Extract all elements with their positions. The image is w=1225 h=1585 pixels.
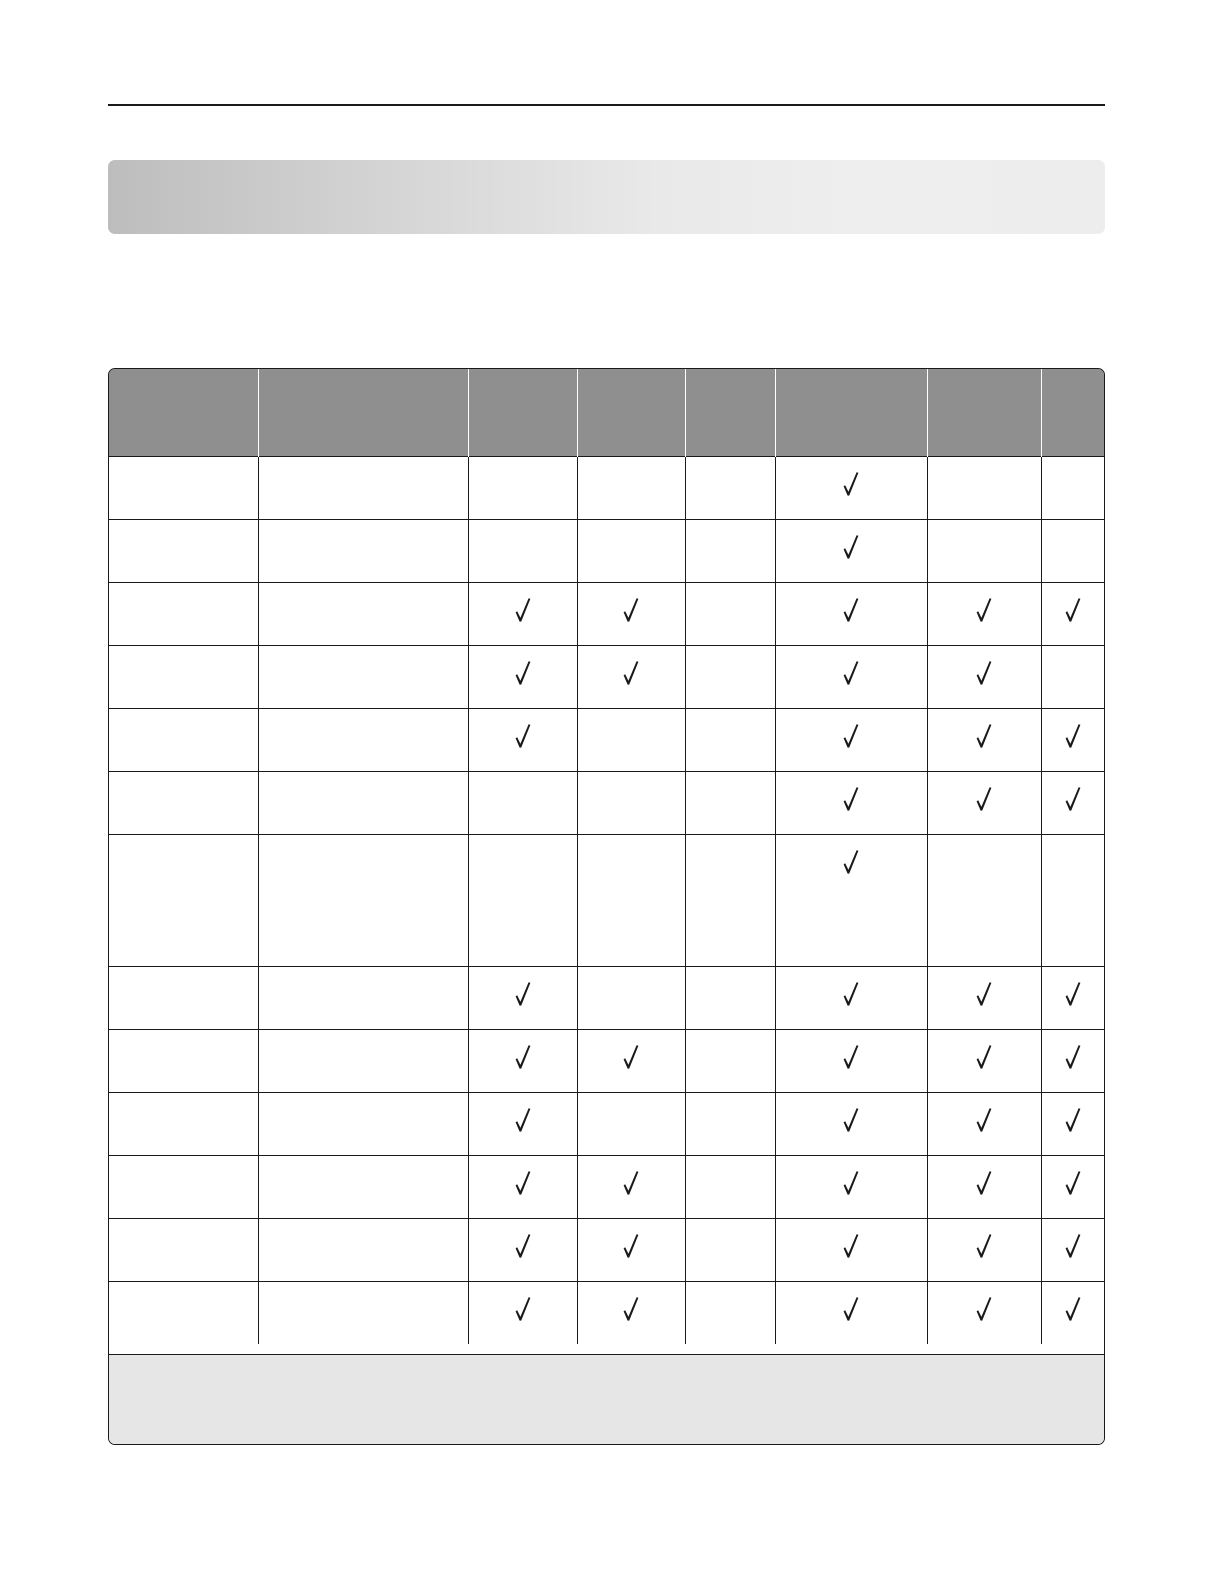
table-cell xyxy=(468,967,577,1030)
table-cell xyxy=(927,1219,1041,1282)
checkmark-icon xyxy=(515,981,531,1007)
table-cell xyxy=(685,457,775,520)
checkmark-icon xyxy=(976,597,992,623)
table-cell xyxy=(577,1219,685,1282)
table-row xyxy=(109,583,1104,646)
table-cell xyxy=(927,1093,1041,1156)
table-cell xyxy=(577,967,685,1030)
table-cell xyxy=(927,583,1041,646)
table-cell xyxy=(1041,520,1104,583)
table-cell xyxy=(577,709,685,772)
table-cell xyxy=(927,709,1041,772)
table-cell xyxy=(775,967,927,1030)
table-cell xyxy=(109,1156,258,1219)
header-cell-7 xyxy=(1041,369,1104,457)
table-cell xyxy=(577,1282,685,1345)
checkmark-icon xyxy=(843,1044,859,1070)
table-cell xyxy=(109,1093,258,1156)
table-cell xyxy=(685,1219,775,1282)
table-cell xyxy=(775,583,927,646)
table-cell xyxy=(468,457,577,520)
table-cell xyxy=(468,1282,577,1345)
table-row xyxy=(109,835,1104,967)
table-cell xyxy=(927,1156,1041,1219)
checkmark-icon xyxy=(976,1044,992,1070)
table-cell xyxy=(927,1282,1041,1345)
table-cell xyxy=(775,709,927,772)
table-row xyxy=(109,646,1104,709)
table-cell xyxy=(685,520,775,583)
table-cell xyxy=(468,1030,577,1093)
checkmark-icon xyxy=(1065,597,1081,623)
checkmark-icon xyxy=(976,1296,992,1322)
table-cell xyxy=(577,835,685,967)
table-cell xyxy=(1041,709,1104,772)
table-cell xyxy=(109,772,258,835)
table-cell xyxy=(1041,1030,1104,1093)
table-cell xyxy=(927,967,1041,1030)
checkmark-icon xyxy=(843,534,859,560)
table-cell xyxy=(1041,457,1104,520)
table-cell xyxy=(258,835,468,967)
table-row xyxy=(109,520,1104,583)
table-cell xyxy=(927,1030,1041,1093)
checkmark-icon xyxy=(843,1107,859,1133)
checkmark-icon xyxy=(976,981,992,1007)
table-body xyxy=(109,457,1104,1345)
checkmark-icon xyxy=(976,660,992,686)
table-cell xyxy=(577,1156,685,1219)
table-cell xyxy=(775,1030,927,1093)
table-cell xyxy=(109,709,258,772)
table-cell xyxy=(685,835,775,967)
table-cell xyxy=(685,646,775,709)
table-cell xyxy=(685,772,775,835)
support-grid xyxy=(109,369,1104,1344)
checkmark-icon xyxy=(515,1170,531,1196)
table-cell xyxy=(258,646,468,709)
top-rule xyxy=(108,104,1105,106)
table-cell xyxy=(685,1156,775,1219)
checkmark-icon xyxy=(976,723,992,749)
table-row xyxy=(109,967,1104,1030)
checkmark-icon xyxy=(515,660,531,686)
table-cell xyxy=(775,646,927,709)
table-cell xyxy=(468,520,577,583)
table-cell xyxy=(927,835,1041,967)
table-row xyxy=(109,1030,1104,1093)
checkmark-icon xyxy=(515,597,531,623)
title-banner xyxy=(108,160,1105,234)
checkmark-icon xyxy=(843,1170,859,1196)
table-cell xyxy=(577,1030,685,1093)
table-cell xyxy=(1041,646,1104,709)
table-cell xyxy=(1041,1156,1104,1219)
table-row xyxy=(109,772,1104,835)
table-cell xyxy=(109,835,258,967)
checkmark-icon xyxy=(515,723,531,749)
table-cell xyxy=(577,520,685,583)
table-cell xyxy=(258,709,468,772)
header-cell-2 xyxy=(468,369,577,457)
checkmark-icon xyxy=(623,1233,639,1259)
checkmark-icon xyxy=(1065,981,1081,1007)
table-cell xyxy=(1041,967,1104,1030)
checkmark-icon xyxy=(843,786,859,812)
table-cell xyxy=(685,1030,775,1093)
table-cell xyxy=(775,772,927,835)
table-cell xyxy=(685,709,775,772)
checkmark-icon xyxy=(1065,1170,1081,1196)
table-cell xyxy=(468,835,577,967)
table-cell xyxy=(927,772,1041,835)
table-cell xyxy=(685,1282,775,1345)
checkmark-icon xyxy=(843,1233,859,1259)
checkmark-icon xyxy=(623,1170,639,1196)
checkmark-icon xyxy=(976,786,992,812)
header-cell-0 xyxy=(109,369,258,457)
table-row xyxy=(109,457,1104,520)
table-cell xyxy=(109,520,258,583)
table-cell xyxy=(577,1093,685,1156)
table-cell xyxy=(685,583,775,646)
checkmark-icon xyxy=(843,471,859,497)
table-cell xyxy=(685,967,775,1030)
table-cell xyxy=(468,709,577,772)
header-cell-5 xyxy=(775,369,927,457)
checkmark-icon xyxy=(623,660,639,686)
checkmark-icon xyxy=(843,849,859,875)
table-cell xyxy=(927,457,1041,520)
table-cell xyxy=(577,457,685,520)
table-cell xyxy=(258,772,468,835)
checkmark-icon xyxy=(1065,1296,1081,1322)
table-cell xyxy=(258,1219,468,1282)
table-cell xyxy=(258,967,468,1030)
paper-support-table xyxy=(108,368,1105,1445)
table-cell xyxy=(258,583,468,646)
table-cell xyxy=(775,520,927,583)
table-cell xyxy=(927,520,1041,583)
header-cell-6 xyxy=(927,369,1041,457)
table-cell xyxy=(1041,583,1104,646)
table-row xyxy=(109,1282,1104,1345)
checkmark-icon xyxy=(843,981,859,1007)
table-cell xyxy=(258,1093,468,1156)
table-cell xyxy=(109,1282,258,1345)
table-cell xyxy=(109,1030,258,1093)
checkmark-icon xyxy=(1065,723,1081,749)
table-cell xyxy=(109,1219,258,1282)
checkmark-icon xyxy=(515,1233,531,1259)
table-cell xyxy=(258,457,468,520)
table-cell xyxy=(775,1219,927,1282)
table-cell xyxy=(468,1093,577,1156)
table-cell xyxy=(577,646,685,709)
checkmark-icon xyxy=(1065,786,1081,812)
table-row xyxy=(109,1093,1104,1156)
table-cell xyxy=(1041,772,1104,835)
table-cell xyxy=(258,1030,468,1093)
checkmark-icon xyxy=(843,1296,859,1322)
table-cell xyxy=(775,1093,927,1156)
checkmark-icon xyxy=(843,723,859,749)
checkmark-icon xyxy=(515,1296,531,1322)
checkmark-icon xyxy=(976,1107,992,1133)
table-cell xyxy=(109,646,258,709)
table-cell xyxy=(258,1282,468,1345)
checkmark-icon xyxy=(976,1170,992,1196)
table-cell xyxy=(1041,1219,1104,1282)
table-cell xyxy=(927,646,1041,709)
checkmark-icon xyxy=(843,597,859,623)
checkmark-icon xyxy=(515,1044,531,1070)
table-row xyxy=(109,1156,1104,1219)
checkmark-icon xyxy=(623,597,639,623)
table-cell xyxy=(109,967,258,1030)
table-cell xyxy=(685,1093,775,1156)
table-cell xyxy=(258,520,468,583)
table-cell xyxy=(577,772,685,835)
table-cell xyxy=(109,583,258,646)
table-cell xyxy=(775,1282,927,1345)
header-cell-4 xyxy=(685,369,775,457)
checkmark-icon xyxy=(1065,1233,1081,1259)
table-cell xyxy=(775,457,927,520)
table-cell xyxy=(775,835,927,967)
footnote-band xyxy=(109,1354,1104,1445)
header-cell-3 xyxy=(577,369,685,457)
table-cell xyxy=(258,1156,468,1219)
table-cell xyxy=(577,583,685,646)
checkmark-icon xyxy=(843,660,859,686)
table-cell xyxy=(1041,1282,1104,1345)
table-cell xyxy=(109,457,258,520)
checkmark-icon xyxy=(1065,1107,1081,1133)
table-row xyxy=(109,1219,1104,1282)
table-header-row xyxy=(109,369,1104,457)
table-cell xyxy=(1041,835,1104,967)
table-cell xyxy=(468,646,577,709)
table-cell xyxy=(1041,1093,1104,1156)
checkmark-icon xyxy=(515,1107,531,1133)
table-cell xyxy=(468,1219,577,1282)
checkmark-icon xyxy=(1065,1044,1081,1070)
header-cell-1 xyxy=(258,369,468,457)
table-cell xyxy=(468,1156,577,1219)
checkmark-icon xyxy=(623,1044,639,1070)
checkmark-icon xyxy=(623,1296,639,1322)
table-row xyxy=(109,709,1104,772)
table-cell xyxy=(468,772,577,835)
table-cell xyxy=(468,583,577,646)
checkmark-icon xyxy=(976,1233,992,1259)
table-cell xyxy=(775,1156,927,1219)
